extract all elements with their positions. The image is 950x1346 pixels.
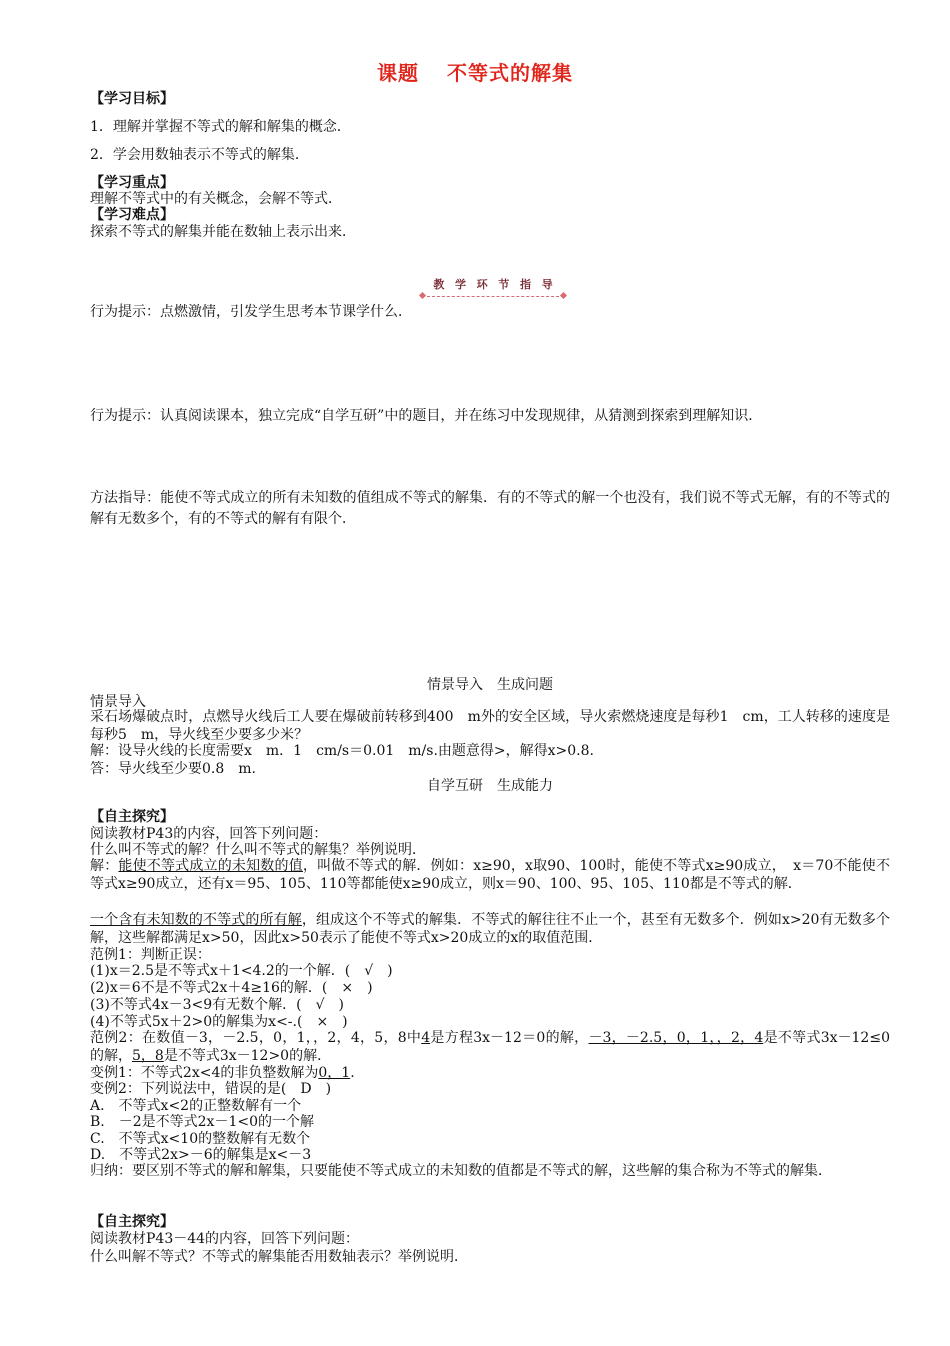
answer-paragraph-1 [90, 857, 890, 893]
option-c: C. 不等式x<10的整数解有无数个 [90, 1131, 311, 1147]
answer-text: ，组成这个不等式的解集．不等式的解往往不止一个，甚至有无数多个．例如x>20有无数多个解，这些解都满足x>50，因此x>50表示了能使不等式x>20成立的x的取值范围． [90, 912, 890, 946]
banner-char: 环 [476, 278, 488, 291]
answer-paragraph-2 [90, 911, 890, 947]
example2-text: 是不等式3x－12>0的解． [163, 1048, 332, 1064]
section1-problem: 采石场爆破点时，点燃导火线后工人要在爆破前转移到400 m外的安全区域，导火索燃烧速度是每秒1 cm，工人转移的速度是每秒5 m，导火线至少要多少米？ [90, 709, 890, 743]
guide-hint-1: 行为提示：点燃激情，引发学生思考本节课学什么． [90, 304, 412, 320]
section1-answer: 答：导火线至少要0.8 m. [90, 761, 256, 777]
variant1-fill: 0，1 [318, 1065, 351, 1081]
example2-fill-2: －3，－2.5，0，1，，2，4 [588, 1030, 764, 1046]
example1-item: (3)不等式4x－3<9有无数个解．( √ ) [90, 997, 345, 1013]
question-2: 什么叫解不等式？不等式的解集能否用数轴表示？举例说明． [90, 1249, 468, 1265]
variant1-text: . [350, 1065, 355, 1081]
section1-label: 情景导入 [90, 694, 146, 710]
example2-text: 是方程3x－12＝0的解， [430, 1030, 589, 1046]
answer-text: ，叫做不等式的解．例如：x≥90，x取90、100时，能使不等式x≥90成立， x＝70不能使不等式x≥90成立，还有x＝95、105、110等都能使x≥90成立，则x＝90、100、95、105、110都是不等式的解． [90, 858, 891, 892]
method-guide: 方法指导：能使不等式成立的所有未知数的值组成不等式的解集．有的不等式的解一个也没有，我们说不等式无解，有的不等式的解有无数多个，有的不等式的解有有限个． [90, 490, 890, 527]
example2 [90, 1029, 890, 1065]
banner-char: 指 [519, 278, 531, 291]
section1-heading: 情景导入 生成问题 [427, 677, 553, 693]
section1-solution: 解：设导火线的长度需要x m．1 cm/s＝0.01 m/s.由题意得>，解得x>0.8. [90, 743, 594, 759]
reading-instruction-2: 阅读教材P43－44的内容，回答下列问题： [90, 1231, 360, 1247]
example1-title: 范例1：判断正误： [90, 947, 211, 963]
reading-instruction-1: 阅读教材P43的内容，回答下列问题： [90, 826, 328, 842]
banner-diamond-icon [560, 292, 567, 299]
answer-fill-1: 能使不等式成立的未知数的值 [118, 858, 303, 874]
guide-hint-2: 行为提示：认真阅读课本，独立完成“自学互研”中的题目，并在练习中发现规律，从猜测到探索到理解知识． [90, 408, 763, 424]
variant2: 变例2：下列说法中，错误的是( D ) [90, 1081, 332, 1097]
focus-text: 理解不等式中的有关概念，会解不等式． [90, 191, 342, 207]
section2-heading: 自学互研 生成能力 [427, 778, 553, 794]
option-a: A. 不等式x<2的正整数解有一个 [90, 1098, 302, 1114]
explore-heading-1: 【自主探究】 [90, 809, 174, 825]
summary: 归纳：要区别不等式的解和解集，只要能使不等式成立的未知数的值都是不等式的解，这些解的集合称为不等式的解集． [90, 1163, 832, 1179]
goal-item-1: 1．理解并掌握不等式的解和解集的概念． [90, 119, 351, 135]
example1-item: (4)不等式5x＋2>0的解集为x<-.( × ) [90, 1014, 348, 1030]
example1-item: (1)x＝2.5是不等式x＋1<4.2的一个解．( √ ) [90, 963, 393, 979]
variant1-text: 变例1：不等式2x<4的非负整数解为 [90, 1065, 319, 1081]
goal-item-2: 2．学会用数轴表示不等式的解集． [90, 147, 309, 163]
example2-fill-1: 4 [421, 1030, 431, 1046]
example2-text: 范例2：在数值－3，－2.5，0，1，，2，4，5，8中 [90, 1030, 422, 1046]
focus-heading: 【学习重点】 [90, 175, 174, 191]
explore-heading-2: 【自主探究】 [90, 1214, 174, 1230]
goals-heading: 【学习目标】 [90, 91, 174, 107]
difficulty-text: 探索不等式的解集并能在数轴上表示出来． [90, 224, 356, 240]
example2-fill-3: 5，8 [132, 1048, 164, 1064]
option-b: B. －2是不等式2x－1<0的一个解 [90, 1114, 314, 1130]
teaching-guide-banner [422, 275, 564, 297]
banner-char: 导 [541, 278, 553, 291]
example1-item: (2)x＝6不是不等式2x＋4≥16的解．( × ) [90, 980, 373, 996]
answer-prefix: 解： [90, 858, 119, 874]
banner-char: 学 [454, 278, 466, 291]
question-1: 什么叫不等式的解？什么叫不等式的解集？举例说明． [90, 842, 426, 858]
difficulty-heading: 【学习难点】 [90, 207, 174, 223]
page-title [0, 61, 950, 85]
banner-dashed-line [422, 296, 564, 297]
title-prefix: 课题 [377, 61, 419, 85]
example2-text: 是不等式3x－12≤0的解， [90, 1030, 890, 1064]
answer-fill-2: 一个含有未知数的不等式的所有解 [90, 912, 302, 928]
banner-char: 教 [433, 278, 445, 291]
banner-char: 节 [498, 278, 510, 291]
option-d: D. 不等式2x>－6的解集是x<－3 [90, 1147, 312, 1163]
title-main: 不等式的解集 [447, 61, 573, 85]
